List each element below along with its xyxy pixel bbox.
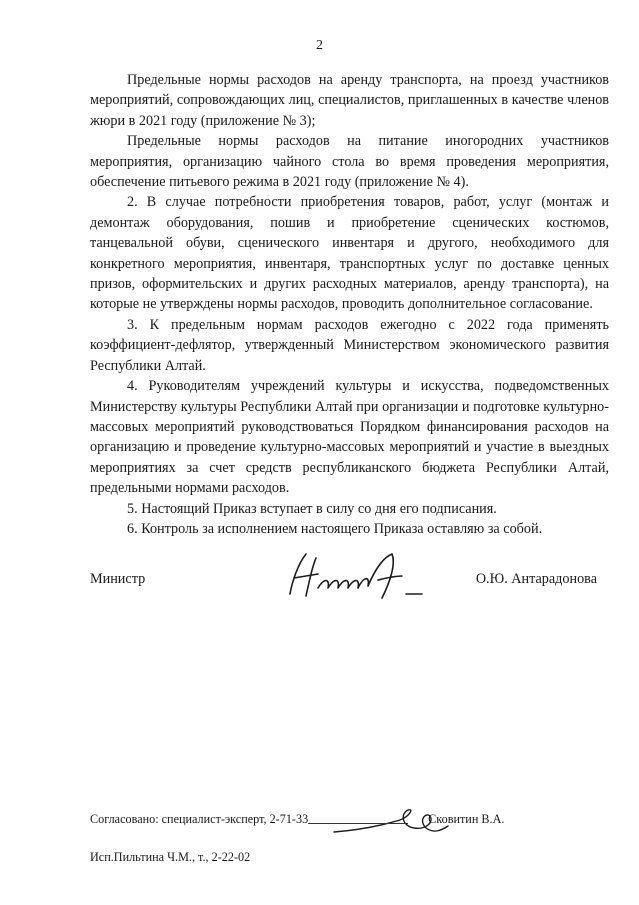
approval-line	[90, 812, 504, 827]
paragraph-item-2: 2. В случае потребности приобретения товаров, работ, услуг (монтаж и демонтаж оборудования, пошив и приобретение сценических костюмов, танцевальной обуви, сценического инвентаря и другого, необходимого для конкретного мероприятия, инвентаря, транспортных услуг по доставке ценных призов, оформительских и других расходных материалов, аренду транспорта), на которые не утверждены нормы расходов, проводить дополнительное согласование.	[90, 194, 609, 313]
approval-prefix: Согласовано: специалист-эксперт, 2-71-33	[90, 812, 309, 826]
document-body	[90, 70, 609, 539]
handwritten-signature	[282, 548, 432, 606]
executor-line: Исп.Пильтина Ч.М., т., 2-22-02	[90, 850, 251, 864]
signatory-title: Министр	[90, 571, 146, 587]
signature-block	[90, 548, 609, 608]
paragraph-item-5: 5. Настоящий Приказ вступает в силу со дня его подписания.	[127, 500, 497, 517]
paragraph-item-4: 4. Руководителям учреждений культуры и искусства, подведомственных Министерству культуры Республики Алтай при организации и подготовке культурно-массовых мероприятий руководствоваться Порядком финансирования расходов на организацию и проведение культурно-массовых мероприятий и участие в выездных мероприятиях за счет средств республиканского бюджета Республики Алтай, предельными нормами расходов.	[90, 378, 609, 497]
approval-name: Сковитин В.А.	[428, 812, 505, 826]
approval-underline	[308, 822, 408, 824]
paragraph-meals: Предельные нормы расходов на питание иногородних участников мероприятия, организацию чайного стола во время проведения мероприятия, обеспечение питьевого режима в 2021 году (приложение № 4).	[90, 133, 609, 191]
signatory-name: О.Ю. Антарадонова	[475, 571, 597, 587]
page-number: 2	[316, 38, 323, 53]
paragraph-item-6: 6. Контроль за исполнением настоящего Приказа оставляю за собой.	[127, 520, 543, 537]
paragraph-rent-transport: Предельные нормы расходов на аренду транспорта, на проезд участников мероприятий, сопровождающих лиц, специалистов, приглашенных в качестве членов жюри в 2021 году (приложение № 3);	[90, 72, 609, 129]
paragraph-item-3: 3. К предельным нормам расходов ежегодно с 2022 года применять коэффициент-дефлятор, утвержденный Министерством экономического развития Республики Алтай.	[90, 316, 609, 374]
